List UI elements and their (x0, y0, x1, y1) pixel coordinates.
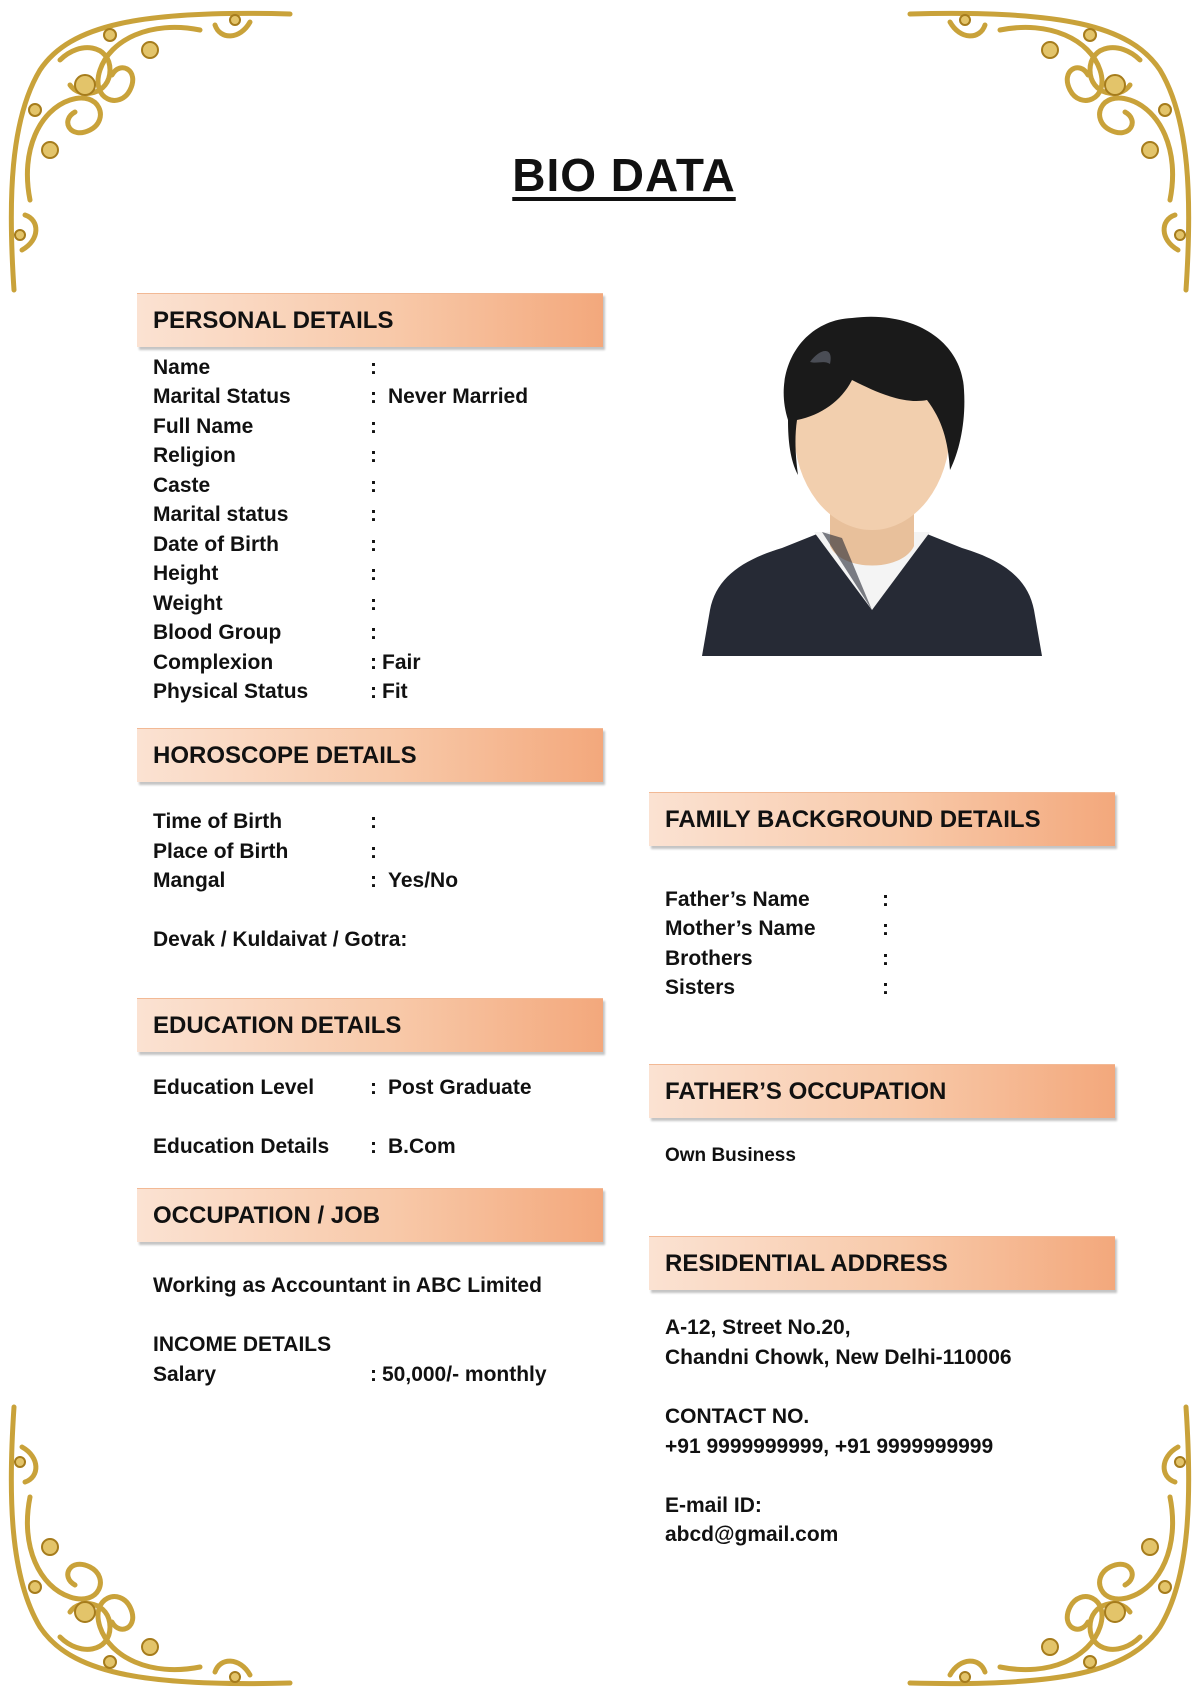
field-colon: : (370, 592, 377, 615)
father-occupation-text: Own Business (665, 1145, 796, 1166)
occupation-heading: OCCUPATION / JOB (137, 1188, 603, 1242)
field-colon: : (370, 651, 377, 674)
field-colon: : (370, 1076, 377, 1099)
field-label: Weight (153, 592, 223, 615)
field-label: Marital Status (153, 385, 291, 408)
field-label: Name (153, 356, 211, 379)
field-label: Father’s Name (665, 888, 810, 911)
field-label: Salary (153, 1363, 217, 1386)
field-label: Date of Birth (153, 533, 279, 556)
education-details-heading: EDUCATION DETAILS (137, 998, 603, 1052)
field-value: Yes/No (388, 869, 459, 892)
field-colon: : (370, 533, 377, 556)
field-colon: : (370, 503, 377, 526)
field-value: B.Com (388, 1135, 456, 1158)
field-colon: : (370, 1363, 377, 1386)
field-label: Sisters (665, 976, 736, 999)
personal-details-heading: PERSONAL DETAILS (137, 293, 603, 347)
field-value: Post Graduate (388, 1076, 532, 1099)
field-colon: : (370, 385, 377, 408)
field-label: Education Level (153, 1076, 315, 1099)
field-colon: : (882, 976, 889, 999)
field-colon: : (882, 888, 889, 911)
field-label: Religion (153, 444, 236, 467)
father-occupation-heading: FATHER’S OCCUPATION (649, 1064, 1115, 1118)
gotra-label: Devak / Kuldaivat / Gotra: (153, 928, 408, 951)
address-line-1: A-12, Street No.20, (665, 1316, 851, 1339)
field-colon: : (370, 810, 377, 833)
field-label: Caste (153, 474, 211, 497)
avatar-icon (702, 310, 1042, 656)
income-heading: INCOME DETAILS (153, 1333, 332, 1356)
page-title: BIO DATA (512, 149, 736, 201)
address-line-2: Chandni Chowk, New Delhi-110006 (665, 1346, 1012, 1369)
field-label: Time of Birth (153, 810, 283, 833)
field-value: Never Married (388, 385, 529, 408)
field-label: Mother’s Name (665, 917, 816, 940)
field-value: Fair (382, 651, 421, 674)
field-colon: : (370, 1135, 377, 1158)
field-label: Complexion (153, 651, 274, 674)
field-label: Mangal (153, 869, 226, 892)
family-background-heading: FAMILY BACKGROUND DETAILS (649, 792, 1115, 846)
field-colon: : (370, 444, 377, 467)
field-label: Full Name (153, 415, 254, 438)
field-label: Education Details (153, 1135, 330, 1158)
field-colon: : (370, 680, 377, 703)
horoscope-details-heading: HOROSCOPE DETAILS (137, 728, 603, 782)
field-colon: : (370, 415, 377, 438)
field-label: Marital status (153, 503, 289, 526)
field-label: Physical Status (153, 680, 309, 703)
field-colon: : (370, 356, 377, 379)
field-colon: : (370, 562, 377, 585)
field-value: 50,000/- monthly (382, 1363, 547, 1386)
field-label: Blood Group (153, 621, 282, 644)
contact-label: CONTACT NO. (665, 1405, 810, 1428)
field-colon: : (370, 840, 377, 863)
field-colon: : (370, 474, 377, 497)
email-value: abcd@gmail.com (665, 1523, 839, 1546)
email-label: E-mail ID: (665, 1494, 762, 1517)
field-label: Height (153, 562, 219, 585)
field-colon: : (882, 917, 889, 940)
field-colon: : (370, 621, 377, 644)
residential-address-heading: RESIDENTIAL ADDRESS (649, 1236, 1115, 1290)
field-colon: : (370, 869, 377, 892)
field-label: Brothers (665, 947, 753, 970)
field-value: Fit (382, 680, 408, 703)
corner-ornament-icon (0, 1397, 300, 1697)
contact-value: +91 9999999999, +91 9999999999 (665, 1435, 994, 1458)
field-colon: : (882, 947, 889, 970)
field-label: Place of Birth (153, 840, 289, 863)
occupation-text: Working as Accountant in ABC Limited (153, 1274, 542, 1297)
